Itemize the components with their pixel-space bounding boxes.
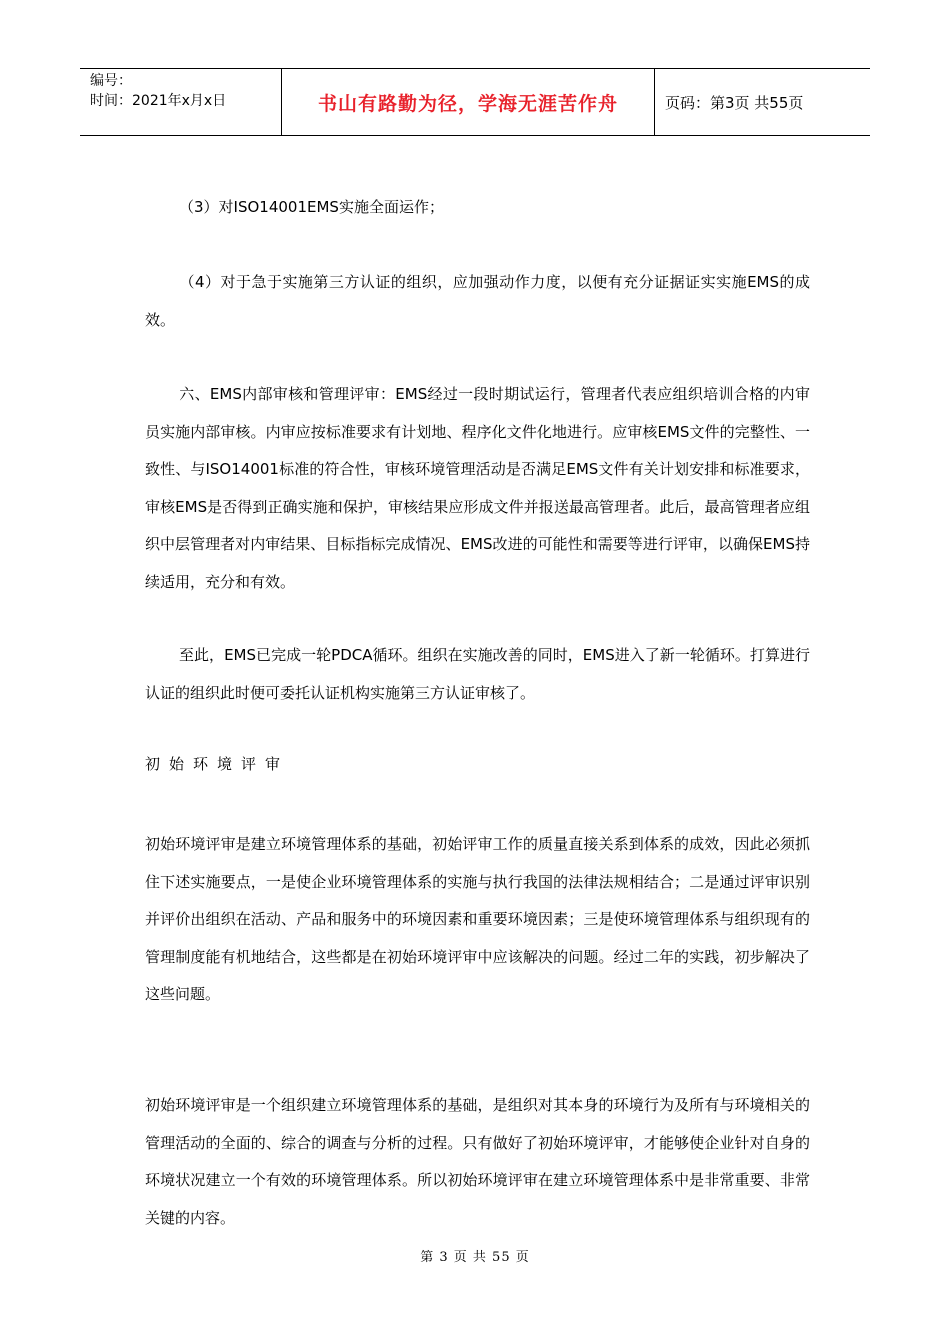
- paragraph-section-6: [145, 376, 810, 601]
- page-footer: 第 3 页 共 55 页: [420, 1250, 530, 1265]
- paragraph-text: 初始环境评审是建立环境管理体系的基础，初始评审工作的质量直接关系到体系的成效，因此必须抓住下述实施要点，一是使企业环境管理体系的实施与执行我国的法律法规相结合；二是通过评审识别并评价出组织在活动、产品和服务中的环境因素和重要环境因素；三是使环境管理体系与组织现有的管理制度能有机地结合，这些都是在初始环境评审中应该解决的问题。经过二年的实践，初步解决了这些问题。: [145, 835, 810, 1003]
- body-paragraph-1: [145, 826, 810, 1014]
- paragraph-text: （4）对于急于实施第三方认证的组织，应加强动作力度，以便有充分证据证实实施EMS的成效。: [145, 273, 810, 329]
- paragraph-text: （3）对ISO14001EMS实施全面运作；: [179, 198, 444, 216]
- paragraph-text: 初始环境评审是一个组织建立环境管理体系的基础，是组织对其本身的环境行为及所有与环境相关的管理活动的全面的、综合的调查与分析的过程。只有做好了初始环境评审，才能够使企业针对自身的环境状况建立一个有效的环境管理体系。所以初始环境评审在建立环境管理体系中是非常重要、非常关键的内容。: [145, 1096, 810, 1227]
- paragraph-text: 至此，EMS已完成一轮PDCA循环。组织在实施改善的同时，EMS进入了新一轮循环。打算进行认证的组织此时便可委托认证机构实施第三方认证审核了。: [145, 646, 810, 702]
- document-header: [80, 68, 870, 136]
- number-label: 编号：: [90, 73, 132, 89]
- header-page-cell: [655, 69, 870, 135]
- time-label: 时间：2021年x月x日: [90, 93, 227, 109]
- page-info: 页码：第3页 共55页: [665, 93, 804, 112]
- paragraph-pdca: [145, 637, 810, 712]
- motto: 书山有路勤为径，学海无涯苦作舟: [317, 92, 618, 115]
- section-heading: 初始环境评审: [145, 755, 290, 773]
- paragraph-item-3: [145, 189, 810, 227]
- paragraph-text: 六、EMS内部审核和管理评审：EMS经过一段时期试运行，管理者代表应组织培训合格的内审员实施内部审核。内审应按标准要求有计划地、程序化文件化地进行。应审核EMS文件的完整性、一致性、与ISO14001标准的符合性，审核环境管理活动是否满足EMS文件有关计划安排和标准要求，审核EMS是否得到正确实施和保护，审核结果应形成文件并报送最高管理者。此后，最高管理者应组织中层管理者对内审结果、目标指标完成情况、EMS改进的可能性和需要等进行评审，以确保EMS持续适用，充分和有效。: [145, 385, 810, 591]
- header-meta: [80, 69, 282, 135]
- header-motto-cell: [282, 69, 655, 135]
- body-paragraph-2: [145, 1087, 810, 1237]
- paragraph-item-4: [145, 264, 810, 339]
